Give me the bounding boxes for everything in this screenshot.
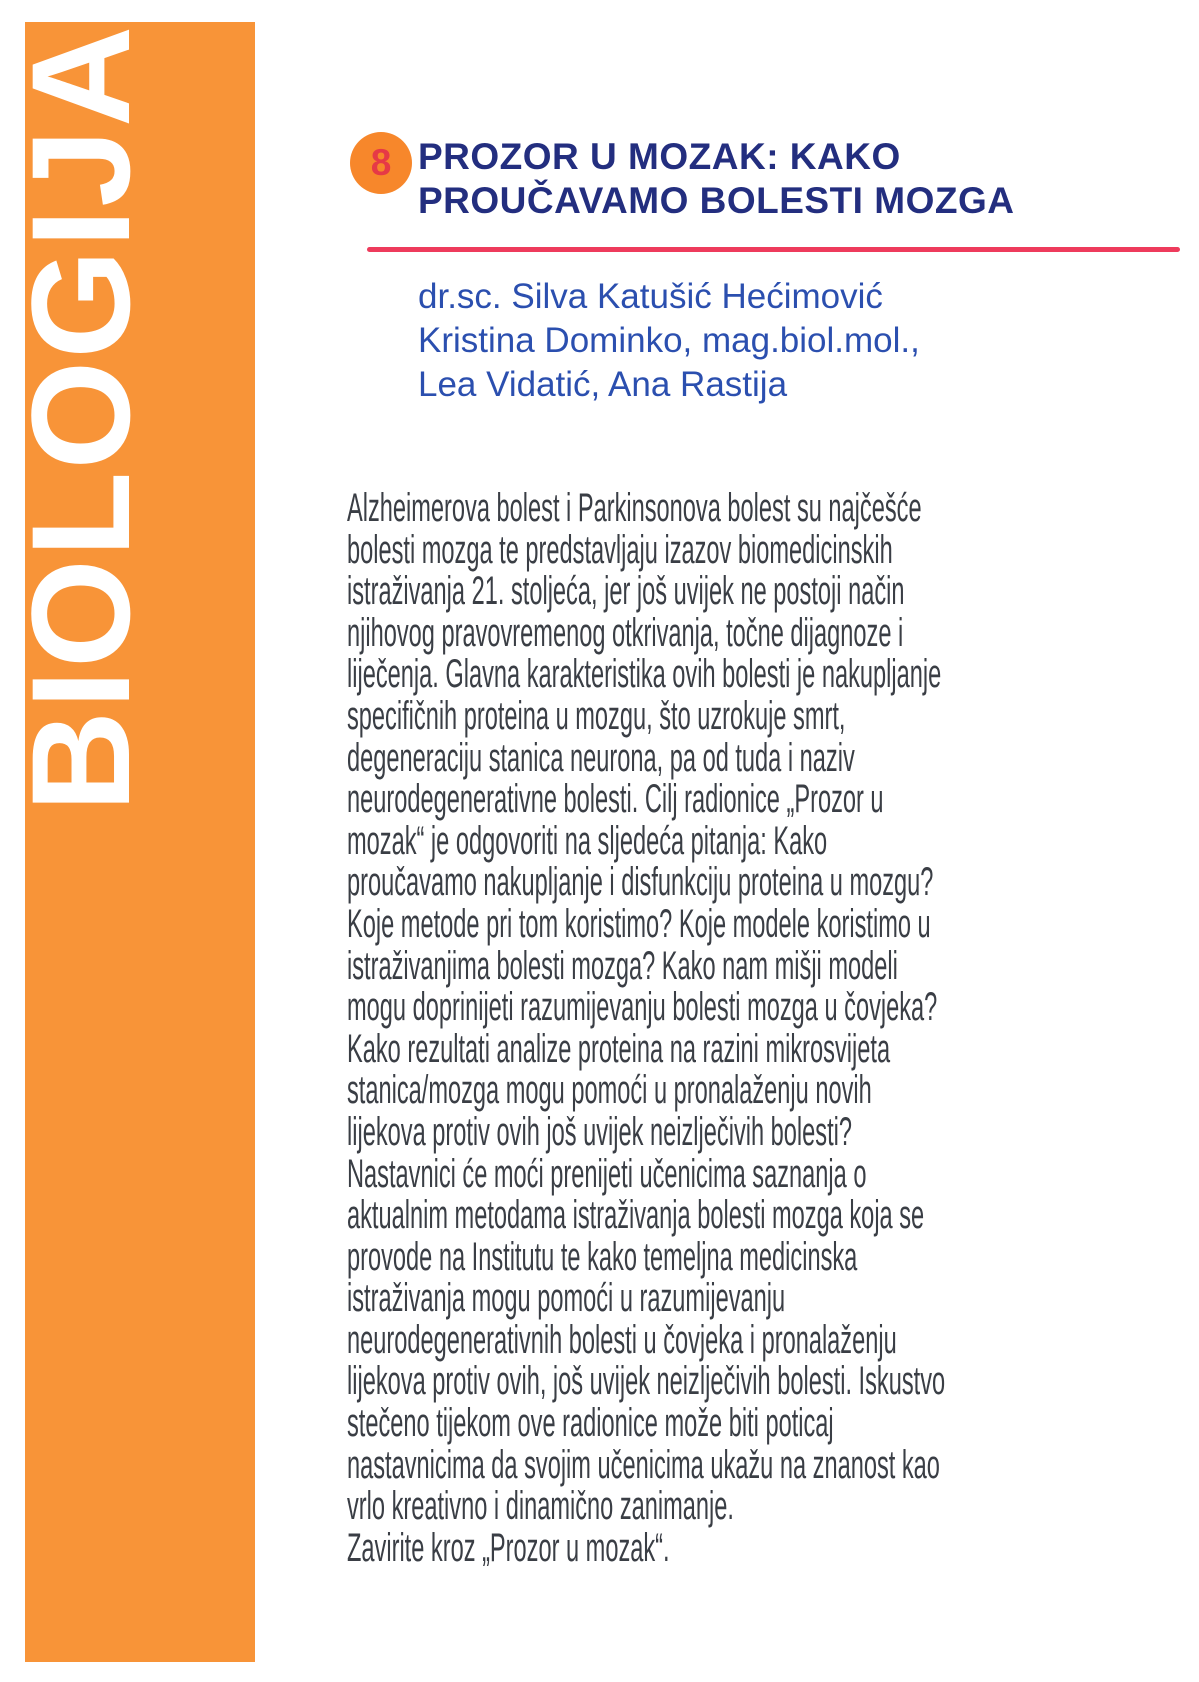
description-line: istraživanja 21. stoljeća, jer još uvijek ne postoji način bbox=[347, 569, 905, 614]
workshop-title-line-1: PROZOR U MOZAK: KAKO bbox=[418, 136, 901, 177]
description-line: mozak“ je odgovoriti na sljedeća pitanja: Kako bbox=[347, 818, 828, 863]
author-line: dr.sc. Silva Katušić Hećimović bbox=[418, 277, 883, 316]
description-line: istraživanja mogu pomoći u razumijevanju bbox=[347, 1276, 786, 1321]
description-line: Alzheimerova bolest i Parkinsonova bolest su najčešće bbox=[347, 486, 922, 530]
title-divider-line bbox=[367, 247, 1180, 252]
description-line: Kako rezultati analize proteina na razini mikrosvijeta bbox=[347, 1026, 891, 1071]
description-line: aktualnim metodama istraživanja bolesti mozga koja se bbox=[347, 1193, 925, 1238]
author-line: Lea Vidatić, Ana Rastija bbox=[418, 365, 788, 404]
description-line: nastavnicima da svojim učenicima ukažu na znanost kao bbox=[347, 1442, 940, 1487]
description-line: neurodegenerativne bolesti. Cilj radionice „Prozor u bbox=[347, 777, 884, 822]
authors-block bbox=[418, 275, 1138, 407]
description-line: stanica/mozga mogu pomoći u pronalaženju novih bbox=[347, 1068, 872, 1113]
workshop-title bbox=[418, 135, 1138, 223]
description-line: degeneraciju stanica neurona, pa od tuda i naziv bbox=[347, 735, 855, 780]
subject-sidebar bbox=[2, 22, 255, 1662]
workshop-title-line-2: PROUČAVAMO BOLESTI MOZGA bbox=[418, 180, 1015, 221]
description-line: bolesti mozga te predstavljaju izazov biomedicinskih bbox=[347, 527, 893, 572]
description-line: specifičnih proteina u mozgu, što uzrokuje smrt, bbox=[347, 693, 846, 738]
description-line: neurodegenerativnih bolesti u čovjeka i pronalaženju bbox=[347, 1317, 897, 1362]
sidebar-subject-label: BIOLOGIJA bbox=[2, 23, 159, 812]
description-line: proučavamo nakupljanje i disfunkciju proteina u mozgu? bbox=[347, 860, 934, 905]
description-line: vrlo kreativno i dinamično zanimanje. bbox=[347, 1484, 734, 1529]
description-line: Zavirite kroz „Prozor u mozak“. bbox=[347, 1525, 670, 1570]
description-line: mogu doprinijeti razumijevanju bolesti mozga u čovjeka? bbox=[347, 985, 938, 1030]
workshop-number-badge bbox=[350, 132, 412, 194]
workshop-description bbox=[347, 488, 1127, 1569]
description-line: lijekova protiv ovih još uvijek neizlječivih bolesti? bbox=[347, 1109, 853, 1154]
description-line: Nastavnici će moći prenijeti učenicima saznanja o bbox=[347, 1151, 867, 1196]
author-line: Kristina Dominko, mag.biol.mol., bbox=[418, 321, 920, 360]
description-line: Koje metode pri tom koristimo? Koje modele koristimo u bbox=[347, 901, 931, 946]
description-line: liječenja. Glavna karakteristika ovih bolesti je nakupljanje bbox=[347, 652, 942, 697]
description-line: provode na Institutu te kako temeljna medicinska bbox=[347, 1234, 858, 1279]
description-line: stečeno tijekom ove radionice može biti poticaj bbox=[347, 1401, 834, 1446]
description-line: lijekova protiv ovih, još uvijek neizlječivih bolesti. Iskustvo bbox=[347, 1359, 946, 1404]
description-line: njihovog pravovremenog otkrivanja, točne dijagnoze i bbox=[347, 610, 904, 655]
workshop-number: 8 bbox=[370, 142, 392, 183]
description-line: istraživanjima bolesti mozga? Kako nam mišji modeli bbox=[347, 943, 898, 988]
